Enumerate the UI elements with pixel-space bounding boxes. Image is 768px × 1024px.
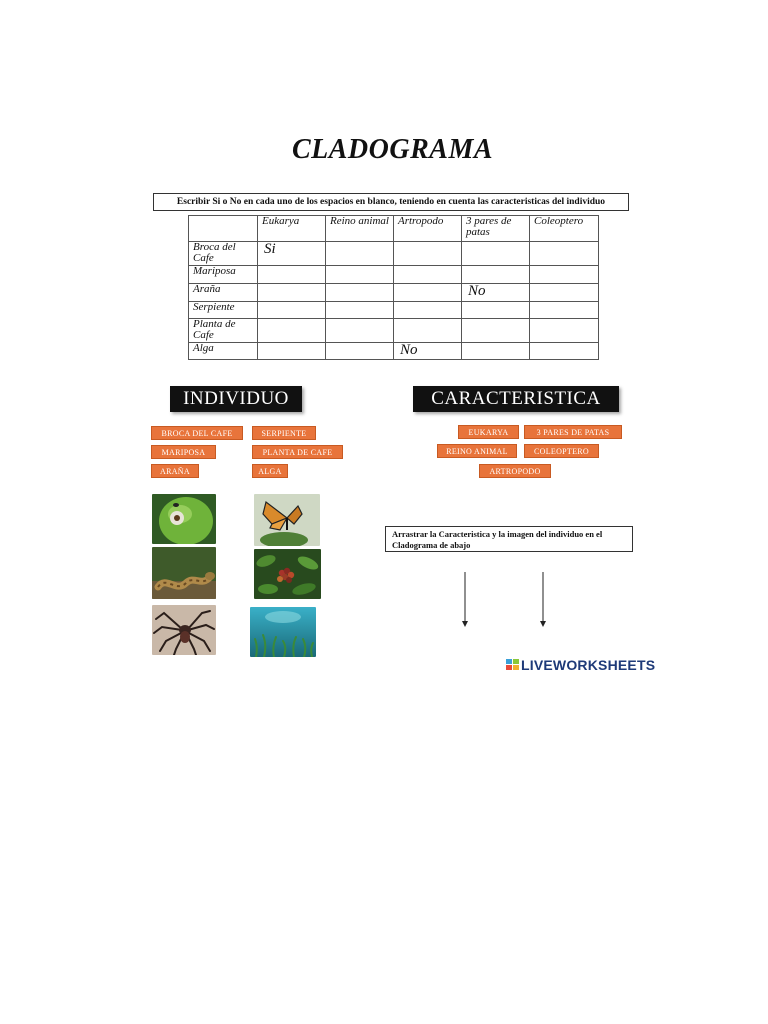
- snake-photo[interactable]: [152, 547, 216, 599]
- butterfly-photo[interactable]: [254, 494, 320, 546]
- answer-cell[interactable]: [530, 343, 599, 360]
- page-title: CLADOGRAMA: [291, 134, 494, 165]
- answer-cell[interactable]: [530, 266, 599, 284]
- coffee-plant-photo[interactable]: [254, 549, 321, 599]
- answer-cell[interactable]: No: [394, 343, 462, 360]
- header-eukarya: Eukarya: [258, 216, 326, 242]
- chip-eukarya[interactable]: EUKARYA: [458, 425, 519, 439]
- chip-reino-animal[interactable]: REINO ANIMAL: [437, 444, 517, 458]
- logo-mark-icon: [506, 659, 520, 671]
- row-label: Araña: [189, 284, 258, 302]
- row-label: Alga: [189, 343, 258, 360]
- row-label: Mariposa: [189, 266, 258, 284]
- characteristics-table: [188, 215, 599, 360]
- individuo-banner: INDIVIDUO: [170, 386, 302, 412]
- chip-coleoptero[interactable]: COLEOPTERO: [524, 444, 599, 458]
- chip-artropodo[interactable]: ARTROPODO: [479, 464, 551, 478]
- table-row: [189, 319, 599, 343]
- answer-cell[interactable]: [462, 266, 530, 284]
- table-row: [189, 284, 599, 302]
- instruction-box: Escribir Si o No en cada uno de los espacios en blanco, teniendo en cuenta las caracteristicas del individuo: [153, 193, 629, 211]
- header-reino-animal: Reino animal: [326, 216, 394, 242]
- answer-cell[interactable]: [394, 242, 462, 266]
- answer-cell[interactable]: [258, 319, 326, 343]
- coffee-berry-borer-photo[interactable]: [152, 494, 216, 544]
- chip-serpiente[interactable]: SERPIENTE: [252, 426, 316, 440]
- header-coleoptero: Coleoptero: [530, 216, 599, 242]
- answer-cell[interactable]: [326, 284, 394, 302]
- row-label: Broca del Cafe: [189, 242, 258, 266]
- chip-alga[interactable]: ALGA: [252, 464, 288, 478]
- answer-cell[interactable]: [394, 266, 462, 284]
- answer-cell[interactable]: [462, 302, 530, 319]
- chip-planta-de-cafe[interactable]: PLANTA DE CAFE: [252, 445, 343, 459]
- arrow-down-right: [540, 572, 546, 627]
- chip-mariposa[interactable]: MARIPOSA: [151, 445, 216, 459]
- liveworksheets-logo: [506, 657, 655, 673]
- chip-broca-del-cafe[interactable]: BROCA DEL CAFE: [151, 426, 243, 440]
- answer-cell[interactable]: [258, 284, 326, 302]
- caracteristica-banner: CARACTERISTICA: [413, 386, 619, 412]
- answer-cell[interactable]: [326, 319, 394, 343]
- drag-instruction-box: Arrastrar la Caracteristica y la imagen del individuo en el Cladograma de abajo: [385, 526, 633, 552]
- header-artropodo: Artropodo: [394, 216, 462, 242]
- answer-cell[interactable]: [530, 242, 599, 266]
- answer-cell[interactable]: [258, 343, 326, 360]
- answer-cell[interactable]: [462, 343, 530, 360]
- answer-cell[interactable]: [326, 343, 394, 360]
- chip-3-pares-de-patas[interactable]: 3 PARES DE PATAS: [524, 425, 622, 439]
- answer-cell[interactable]: Si: [258, 242, 326, 266]
- logo-text: LIVEWORKSHEETS: [521, 657, 656, 673]
- row-label: Planta de Cafe: [189, 319, 258, 343]
- row-label: Serpiente: [189, 302, 258, 319]
- answer-cell[interactable]: [530, 284, 599, 302]
- spider-photo[interactable]: [152, 605, 216, 655]
- answer-cell[interactable]: [258, 266, 326, 284]
- answer-cell[interactable]: [462, 319, 530, 343]
- answer-cell[interactable]: [326, 242, 394, 266]
- answer-cell[interactable]: [326, 302, 394, 319]
- table-header-row: [189, 216, 599, 242]
- answer-cell[interactable]: [394, 302, 462, 319]
- chip-arana[interactable]: ARAÑA: [151, 464, 199, 478]
- header-3-pares: 3 pares de patas: [462, 216, 530, 242]
- answer-cell[interactable]: [326, 266, 394, 284]
- answer-cell[interactable]: [530, 302, 599, 319]
- table-corner-cell: [189, 216, 258, 242]
- answer-cell[interactable]: [394, 284, 462, 302]
- answer-cell[interactable]: No: [462, 284, 530, 302]
- answer-cell[interactable]: [462, 242, 530, 266]
- answer-cell[interactable]: [258, 302, 326, 319]
- answer-cell[interactable]: [530, 319, 599, 343]
- table-row: [189, 266, 599, 284]
- arrow-down-left: [462, 572, 468, 627]
- table-row: [189, 343, 599, 360]
- algae-photo[interactable]: [250, 607, 316, 657]
- table-row: [189, 242, 599, 266]
- down-arrows: [455, 570, 555, 630]
- answer-cell[interactable]: [394, 319, 462, 343]
- table-row: [189, 302, 599, 319]
